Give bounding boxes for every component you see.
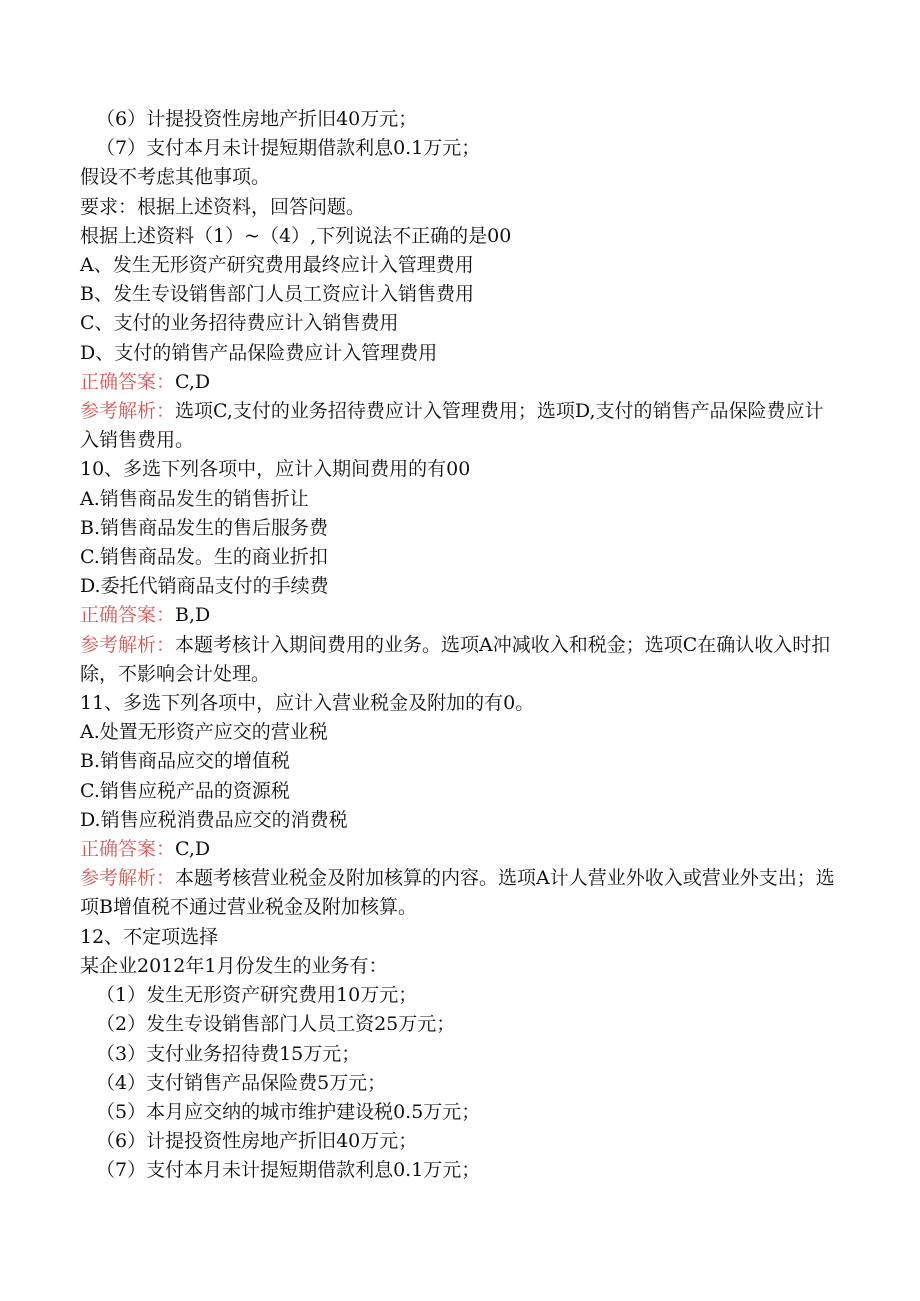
requirement-text: 要求：根据上述资料，回答问题。 bbox=[80, 195, 366, 218]
correct-answer bbox=[80, 368, 840, 397]
q12-item-6: （6）计提投资性房地产折旧40万元； bbox=[96, 1130, 418, 1153]
q10-explanation-label: 参考解析： bbox=[80, 633, 176, 656]
q12-item-1: （1）发生无形资产研究费用10万元； bbox=[96, 984, 418, 1007]
q11-correct-answer bbox=[80, 835, 840, 864]
correct-answer-value: C,D bbox=[175, 370, 211, 393]
q12-item-3: （3）支付业务招待费15万元； bbox=[96, 1042, 361, 1065]
assumption-text: 假设不考虑其他事项。 bbox=[80, 166, 271, 189]
item-7-interest: （7）支付本月未计提短期借款利息0.1万元； bbox=[96, 137, 481, 160]
option-d: D、支付的销售产品保险费应计入管理费用 bbox=[80, 341, 438, 364]
correct-answer-label: 正确答案： bbox=[80, 370, 176, 393]
q10-option-d: D.委托代销商品支付的手续费 bbox=[80, 575, 329, 598]
q10-explanation-text: 本题考核计入期间费用的业务。选项A冲减收入和税金；选项C在确认收入时扣除，不影响会计处理。 bbox=[80, 633, 831, 685]
q11-explanation-label: 参考解析： bbox=[80, 867, 176, 890]
q11-correct-answer-label: 正确答案： bbox=[80, 838, 176, 861]
q12-item-4: （4）支付销售产品保险费5万元； bbox=[96, 1071, 387, 1094]
q11-option-a: A.处置无形资产应交的营业税 bbox=[80, 721, 328, 744]
option-c: C、支付的业务招待费应计入销售费用 bbox=[80, 312, 399, 335]
q10-correct-answer-value: B,D bbox=[175, 604, 211, 627]
q10-option-c: C.销售商品发。生的商业折扣 bbox=[80, 546, 328, 569]
q10-correct-answer-label: 正确答案： bbox=[80, 604, 176, 627]
q12-item-5: （5）本月应交纳的城市维护建设税0.5万元； bbox=[96, 1100, 481, 1123]
explanation-text: 选项C,支付的业务招待费应计入管理费用；选项D,支付的销售产品保险费应计入销售费用。 bbox=[80, 400, 824, 452]
explanation-label: 参考解析： bbox=[80, 400, 176, 423]
option-b: B、发生专设销售部门人员工资应计入销售费用 bbox=[80, 283, 474, 306]
question-10-stem: 10、多选下列各项中，应计入期间费用的有00 bbox=[80, 458, 471, 481]
q12-intro: 某企业2012年1月份发生的业务有： bbox=[80, 954, 388, 977]
q10-option-b: B.销售商品发生的售后服务费 bbox=[80, 516, 329, 539]
q10-correct-answer bbox=[80, 601, 840, 630]
q11-option-b: B.销售商品应交的增值税 bbox=[80, 750, 291, 773]
question-12-heading: 12、不定项选择 bbox=[80, 925, 219, 948]
question-stem: 根据上述资料（1）~（4）,下列说法不正确的是00 bbox=[80, 224, 512, 247]
item-6-depreciation: （6）计提投资性房地产折旧40万元； bbox=[96, 108, 418, 130]
q11-correct-answer-value: C,D bbox=[175, 838, 211, 861]
option-a: A、发生无形资产研究费用最终应计入管理费用 bbox=[80, 254, 474, 277]
q12-item-7: （7）支付本月未计提短期借款利息0.1万元； bbox=[96, 1159, 481, 1182]
document-body bbox=[80, 105, 840, 1186]
q11-option-d: D.销售应税消费品应交的消费税 bbox=[80, 808, 348, 831]
q11-explanation bbox=[80, 864, 840, 922]
question-11-stem: 11、多选下列各项中，应计入营业税金及附加的有0。 bbox=[80, 692, 535, 715]
q12-item-2: （2）发生专设销售部门人员工资25万元； bbox=[96, 1013, 456, 1036]
q10-explanation bbox=[80, 631, 840, 689]
explanation bbox=[80, 397, 840, 455]
q10-option-a: A.销售商品发生的销售折让 bbox=[80, 487, 309, 510]
q11-explanation-text: 本题考核营业税金及附加核算的内容。选项A计人营业外收入或营业外支出；选项B增值税不通过营业税金及附加核算。 bbox=[80, 867, 835, 919]
q11-option-c: C.销售应税产品的资源税 bbox=[80, 779, 290, 802]
